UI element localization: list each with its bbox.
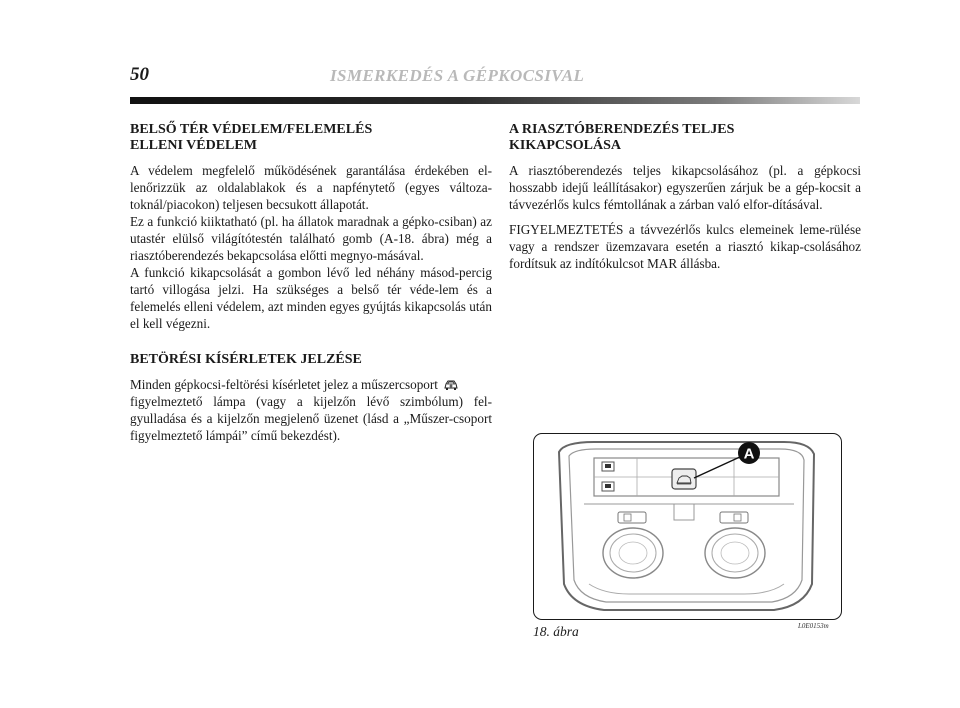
- figure-code: L0E0153m: [798, 622, 829, 630]
- section-heading-break-in-signal: BETÖRÉSI KÍSÉRLETEK JELZÉSE: [130, 352, 362, 367]
- callout-label: A: [743, 445, 755, 463]
- header-rule: [130, 97, 860, 104]
- paragraph-text: figyelmeztető lámpa (vagy a kijelzőn lévő szimbólum) fel-gyulladása és a kijelzőn megjelenő üzenet (lásd a „Műszer-csoport figyelmeztető lámpái” című bekezdést).: [130, 394, 492, 443]
- car-lift-button-icon: [672, 469, 696, 489]
- section-heading-interior-protection: [130, 122, 492, 154]
- right-lamp-icon: [705, 528, 765, 578]
- left-column: [130, 122, 492, 444]
- paragraph: [130, 376, 492, 444]
- switch-icon: [602, 482, 614, 491]
- heading-line: BELSŐ TÉR VÉDELEM/FELEMELÉS: [130, 122, 373, 137]
- switch-icon: [720, 512, 748, 523]
- paragraph: A riasztóberendezés teljes kikapcsolásához (pl. a gépkocsi hosszabb idejű leállításakor) egyszerűen zárjuk be a gép-kocsit a távvezérlős kulcs fémtollának a zárban való elfor-dításával.: [509, 163, 861, 212]
- page-number: 50: [130, 64, 149, 85]
- section-heading-alarm-disable: [509, 122, 861, 154]
- paragraph: A védelem megfelelő működésének garantálása érdekében el-lenőrizzük az oldalablakok és a napfénytető (egyes változa-toknál/piacokon) teljesen becsukott állapotát.: [130, 163, 492, 212]
- figure-caption: 18. ábra: [533, 624, 579, 639]
- paragraph: A funkció kikapcsolását a gombon lévő led néhány másod-percig tartó villogása jelzi. Ha szükséges a belső tér véde-lem és a felemelés elleni védelem, azt minden egyes gyújtás kikapcsolás után el kell végezni.: [130, 265, 492, 331]
- left-lamp-icon: [603, 528, 663, 578]
- heading-line: A RIASZTÓBERENDEZÉS TELJES: [509, 122, 735, 137]
- heading-line: ELLENI VÉDELEM: [130, 138, 257, 153]
- figure-18-roof-light: [533, 433, 842, 620]
- roof-console-illustration: [534, 434, 841, 619]
- heading-line: KIKAPCSOLÁSA: [509, 138, 622, 153]
- right-column: [509, 122, 861, 272]
- switch-icon: [602, 462, 614, 471]
- paragraph-text: Minden gépkocsi-feltörési kísérletet jelez a műszercsoport: [130, 377, 438, 392]
- switch-icon: [618, 512, 646, 523]
- paragraph: FIGYELMEZTETÉS a távvezérlős kulcs elemeinek leme-rülése vagy a rendszer üzemzavara esetén a riasztó kikap-csolásához fordítsuk az indítókulcsot MAR állásba.: [509, 222, 861, 271]
- car-alarm-warning-icon: [443, 377, 459, 392]
- paragraph: Ez a funkció kiiktatható (pl. ha állatok maradnak a gépko-csiban) az utastér elülső világítótestén található gomb (A-18. ábra) még a riasztóberendezés bekapcsolása előtti megnyo-másával.: [130, 214, 492, 263]
- running-title: ISMERKEDÉS A GÉPKOCSIVAL: [330, 66, 585, 85]
